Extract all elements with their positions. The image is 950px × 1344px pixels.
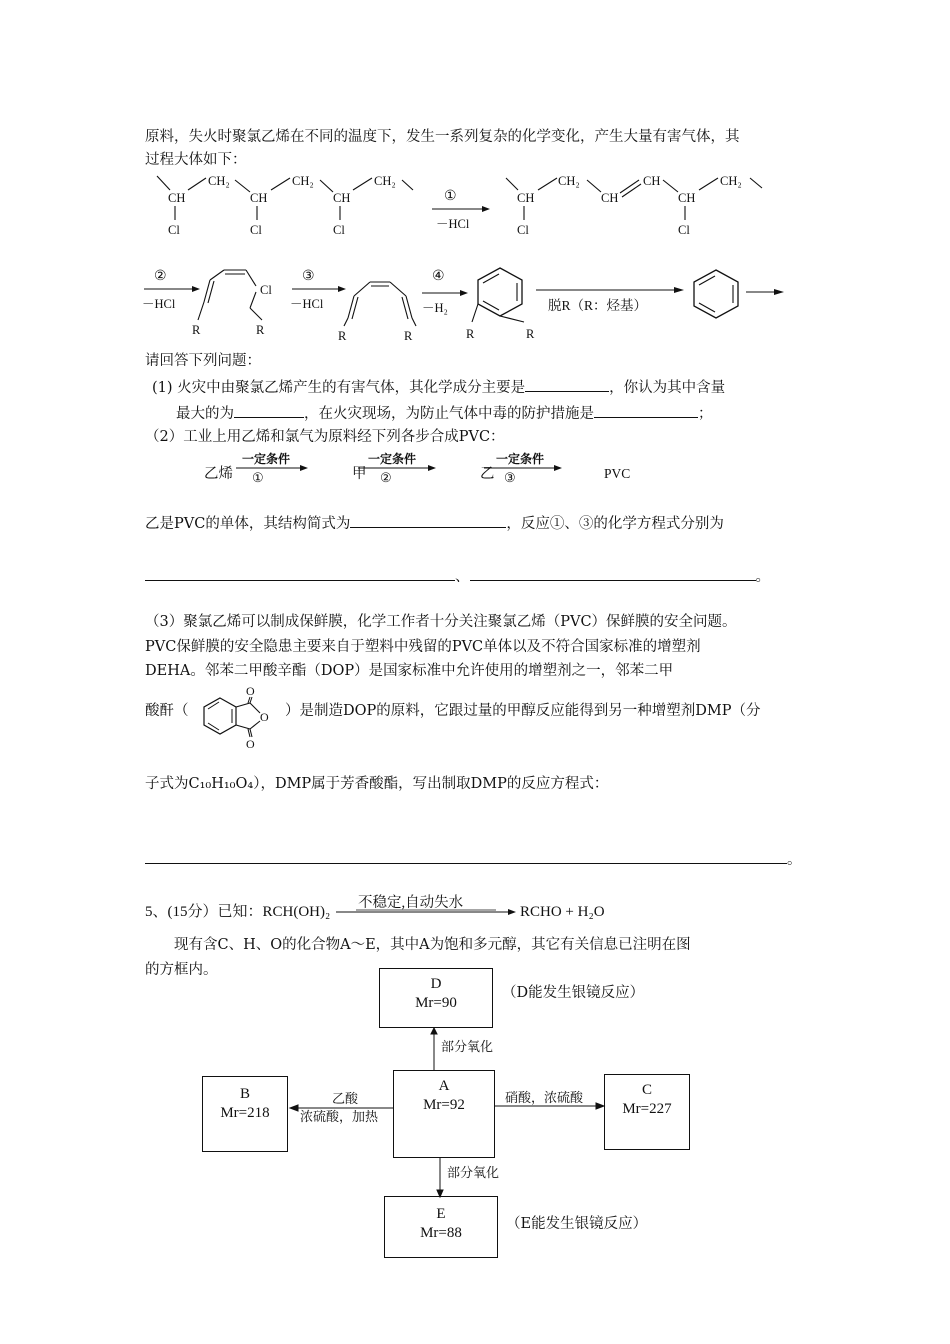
chain-ch2-3: CH₂ <box>374 174 396 188</box>
chain2-ch-4: CH <box>678 191 696 205</box>
scheme-ethylene: 乙烯 <box>204 466 233 482</box>
question-2-text: 乙是PVC的单体，其结构简式为 ，反应①、③的化学方程式分别为 <box>145 512 724 535</box>
scheme-yi: 乙 <box>480 466 495 482</box>
answer-blank-q2-eq3[interactable] <box>470 565 756 581</box>
step1-number: ① <box>444 189 457 204</box>
step3-condition: －HCl <box>290 297 324 311</box>
question-2-equations: 、 。 <box>145 565 770 588</box>
chain-ch2-2: CH₂ <box>292 174 314 188</box>
num-3: ③ <box>504 470 516 485</box>
answer-blank-q1-protection[interactable] <box>594 402 698 418</box>
chain-ch-2: CH <box>250 191 268 205</box>
question-3-line-4-b: ）是制造DOP的原料，它跟过量的甲醇反应能得到另一种增塑剂DMP（分 <box>285 703 761 719</box>
anhydride-o-ring: O <box>260 710 269 724</box>
chain-ch-1: CH <box>168 191 186 205</box>
note-d: （D能发生银镜反应） <box>502 985 645 1001</box>
chain-cl-1: Cl <box>168 223 180 237</box>
question-3-line-2: PVC保鲜膜的安全隐患主要来自于塑料中残留的PVC单体以及不符合国家标准的增塑剂 <box>145 639 701 655</box>
intro-line-2: 过程大体如下： <box>145 152 247 168</box>
question-3-line-4-a: 酸酐（ <box>145 703 189 719</box>
label-a-to-c: 硝酸，浓硫酸 <box>505 1091 584 1106</box>
r-label-5: R <box>466 327 475 341</box>
step3-number: ③ <box>302 269 315 284</box>
r-label-1: R <box>192 323 201 337</box>
step4-number: ④ <box>432 269 445 284</box>
question-3-answer: 。 <box>145 848 802 871</box>
ring-cl-label: Cl <box>260 283 272 297</box>
answer-blank-q2-monomer[interactable] <box>350 512 506 528</box>
box-b: B Mr=218 <box>202 1076 288 1152</box>
chain2-cl-2: Cl <box>678 223 690 237</box>
r-label-4: R <box>404 329 413 343</box>
question-3-line-3: DEHA。邻苯二甲酸辛酯（DOP）是国家标准中允许使用的增塑剂之一，邻苯二甲 <box>145 663 674 679</box>
r-label-2: R <box>256 323 265 337</box>
q5-product: RCHO + H₂O <box>520 904 605 920</box>
answer-blank-q1-gases[interactable] <box>525 376 609 392</box>
chain-ch-3: CH <box>333 191 351 205</box>
chain2-ch2-2: CH₂ <box>720 174 742 188</box>
anhydride-o-bottom: O <box>246 737 255 751</box>
box-a: A Mr=92 <box>393 1070 495 1158</box>
question-1-line-1: (1) 火灾中由聚氯乙烯产生的有害气体，其化学成分主要是 ，你认为其中含量 <box>152 376 725 399</box>
r-label-3: R <box>338 329 347 343</box>
answer-blank-q2-eq1[interactable] <box>145 565 455 581</box>
question-prompt: 请回答下列问题： <box>145 353 261 369</box>
chain-cl-2: Cl <box>250 223 262 237</box>
step1-condition: －HCl <box>436 217 470 231</box>
question-2-title: （2）工业上用乙烯和氯气为原料经下列各步合成PVC： <box>145 429 505 445</box>
answer-blank-q1-major[interactable] <box>234 402 304 418</box>
chain2-cl-1: Cl <box>517 223 529 237</box>
label-a-to-b-bottom: 浓硫酸，加热 <box>300 1110 379 1125</box>
cond-2: 一定条件 <box>368 452 417 466</box>
pvc-chain-scheme <box>140 168 800 248</box>
step5-condition: 脱R（R：烃基） <box>548 298 648 313</box>
step2-number: ② <box>154 269 167 284</box>
scheme-jia: 甲 <box>352 466 367 482</box>
chain2-ch-3: CH <box>643 174 661 188</box>
chain-ch2-1: CH₂ <box>208 174 230 188</box>
q5-arrow-label: 不稳定,自动失水 <box>358 895 464 911</box>
note-e: （E能发生银镜反应） <box>506 1216 648 1232</box>
num-2: ② <box>380 470 392 485</box>
step2-condition: －HCl <box>142 297 176 311</box>
pvc-synthesis-scheme <box>200 448 660 490</box>
answer-blank-q3-equation[interactable] <box>145 848 787 864</box>
box-d: D Mr=90 <box>379 968 493 1028</box>
flow-arrows <box>180 1020 620 1205</box>
q5-line-3: 的方框内。 <box>145 962 218 978</box>
intro-line-1: 原料，失火时聚氯乙烯在不同的温度下，发生一系列复杂的化学变化，产生大量有害气体，其 <box>145 129 740 145</box>
r-label-6: R <box>526 327 535 341</box>
box-c: C Mr=227 <box>604 1074 690 1150</box>
q5-arrow <box>332 893 522 923</box>
question-3-line-1: （3）聚氯乙烯可以制成保鲜膜，化学工作者十分关注聚氯乙烯（PVC）保鲜膜的安全问题。 <box>145 614 737 630</box>
chain2-ch-2: CH <box>601 191 619 205</box>
question-3-line-5: 子式为C₁₀H₁₀O₄），DMP属于芳香酸酯，写出制取DMP的反应方程式： <box>145 776 609 792</box>
q5-line-2: 现有含C、H、O的化合物A～E，其中A为饱和多元醇，其它有关信息已注明在图 <box>174 937 691 953</box>
label-a-to-d: 部分氧化 <box>441 1040 494 1055</box>
step4-condition: －H₂ <box>422 301 448 315</box>
num-1: ① <box>252 470 264 485</box>
chain-cl-3: Cl <box>333 223 345 237</box>
chain2-ch2-1: CH₂ <box>558 174 580 188</box>
q5-head: 5、(15分）已知：RCH(OH)₂ <box>145 904 331 920</box>
question-1-line-2: 最大的为 ，在火灾现场，为防止气体中毒的防护措施是 ； <box>176 402 713 425</box>
phthalic-anhydride-structure <box>198 684 282 754</box>
label-a-to-b-top: 乙酸 <box>332 1092 359 1107</box>
anhydride-o-top: O <box>246 684 255 698</box>
label-a-to-e: 部分氧化 <box>447 1166 500 1181</box>
box-e: E Mr=88 <box>384 1196 498 1258</box>
aromatization-scheme <box>140 262 800 348</box>
cond-3: 一定条件 <box>496 452 545 466</box>
cond-1: 一定条件 <box>242 452 291 466</box>
scheme-pvc: PVC <box>604 466 631 481</box>
chain2-ch-1: CH <box>517 191 535 205</box>
